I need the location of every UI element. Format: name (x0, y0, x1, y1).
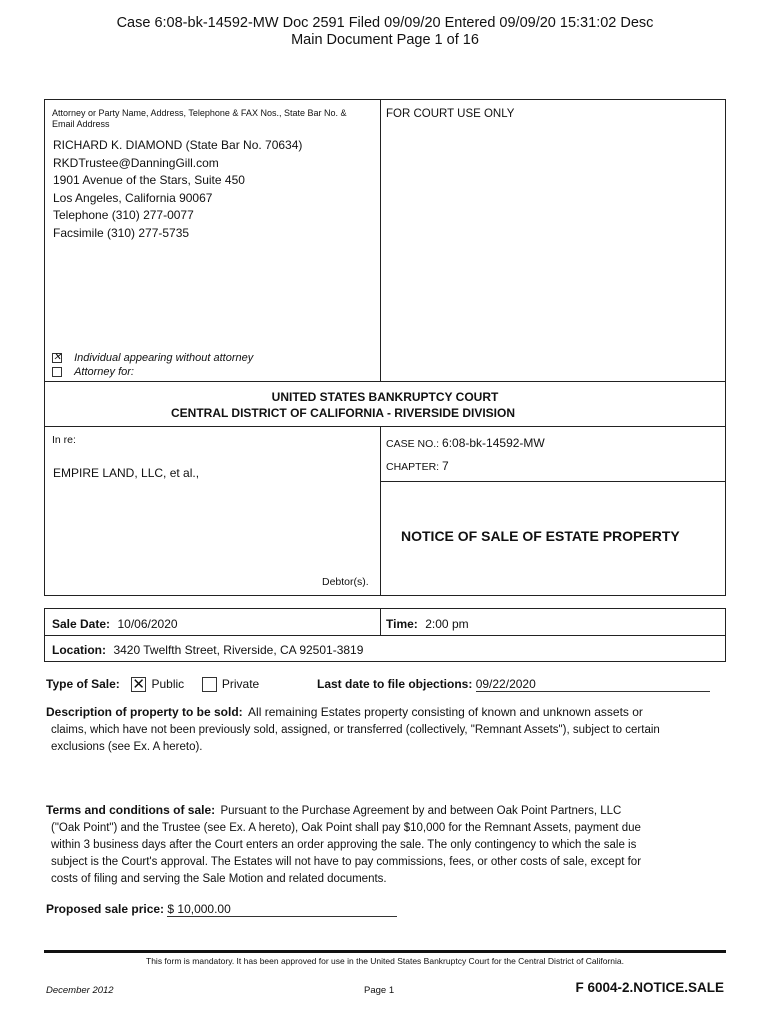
description-text-1: All remaining Estates property consisting of known and unknown assets or (248, 705, 643, 719)
chapter-label: CHAPTER: (386, 461, 440, 473)
case-no-row (386, 436, 545, 450)
sale-time-row (386, 615, 469, 633)
footer-date: December 2012 (46, 985, 114, 996)
case-header-line1: Case 6:08-bk-14592-MW Doc 2591 Filed 09/09/20 Entered 09/09/20 15:31:02 Desc (116, 15, 654, 31)
sale-date-row (52, 615, 178, 633)
footer-mandatory: This form is mandatory. It has been approved for use in the United States Bankruptcy Court for the Central District of California. (146, 956, 624, 966)
attorney-line: Telephone (310) 277-0077 (53, 208, 194, 222)
attorney-for-checkbox[interactable] (52, 367, 62, 377)
sale-location-value: 3420 Twelfth Street, Riverside, CA 92501-3819 (113, 643, 364, 657)
court-name-line1: UNITED STATES BANKRUPTCY COURT (271, 390, 499, 404)
terms-text-5: costs of filing and serving the Sale Motion and related documents. (51, 873, 387, 885)
case-no-label: CASE NO.: (386, 438, 440, 450)
individual-label: Individual appearing without attorney (74, 352, 254, 364)
description-text-2: claims, which have not been previously sold, assigned, or transferred (collectively, "Remnant Assets"), subject to certain (51, 724, 660, 736)
private-label: Private (221, 677, 260, 691)
attorney-info (53, 137, 373, 242)
attorney-line: 1901 Avenue of the Stars, Suite 450 (53, 173, 245, 187)
terms-line1 (46, 803, 621, 817)
price-value: $ 10,000.00 (167, 902, 397, 917)
case-no-value: 6:08-bk-14592-MW (442, 436, 545, 450)
price-row (46, 902, 397, 917)
chapter-value: 7 (442, 459, 449, 473)
attorney-line: Facsimile (310) 277-5735 (53, 225, 190, 240)
notice-title: NOTICE OF SALE OF ESTATE PROPERTY (401, 528, 680, 544)
sale-time-label: Time: (386, 617, 418, 631)
sale-date-value: 10/06/2020 (117, 617, 178, 631)
attorney-line: Los Angeles, California 90067 (53, 190, 213, 205)
type-of-sale-label: Type of Sale: (46, 677, 120, 691)
sale-location-label: Location: (52, 643, 106, 657)
objection-date: 09/22/2020 (476, 677, 710, 692)
individual-checkbox[interactable]: ✕ (53, 352, 62, 364)
footer-page: Page 1 (364, 985, 395, 996)
terms-text-3: within 3 business days after the Court enters an order approving the sale. The only contingency to which the sale is (51, 839, 637, 851)
type-of-sale-row (46, 677, 259, 692)
debtor-name: EMPIRE LAND, LLC, et al., (53, 466, 200, 480)
public-label: Public (151, 677, 185, 691)
public-checkbox[interactable]: ✕ (132, 676, 145, 694)
case-header-line2: Main Document Page 1 of 16 (291, 32, 479, 48)
description-label: Description of property to be sold: (46, 705, 243, 719)
private-checkbox[interactable] (202, 677, 217, 692)
attorney-for-row (52, 366, 134, 378)
price-label: Proposed sale price: (46, 902, 165, 916)
footer-form-id: F 6004-2.NOTICE.SALE (575, 980, 724, 995)
court-name-line2: CENTRAL DISTRICT OF CALIFORNIA - RIVERSIDE DIVISION (170, 406, 515, 420)
terms-text-2: ("Oak Point") and the Trustee (see Ex. A hereto), Oak Point shall pay $10,000 for the Remnant Assets, payment due (51, 822, 641, 834)
attorney-line: RKDTrustee@DanningGill.com (53, 155, 219, 170)
objection-row (317, 677, 710, 692)
chapter-row (386, 459, 449, 473)
terms-text-4: subject is the Court's approval. The Estates will not have to pay commissions, fees, or other costs of sale, except for (51, 856, 642, 868)
in-re-label: In re: (52, 434, 76, 446)
objection-label: Last date to file objections: (317, 677, 473, 691)
terms-label: Terms and conditions of sale: (46, 803, 216, 817)
description-line1 (46, 705, 643, 719)
individual-row (52, 352, 253, 364)
debtors-label: Debtor(s). (322, 576, 369, 588)
footer-rule (44, 950, 726, 953)
attorney-field-label: Attorney or Party Name, Address, Telephone & FAX Nos., State Bar No. & Email Address (52, 108, 347, 129)
sale-date-label: Sale Date: (52, 617, 111, 631)
sale-time-value: 2:00 pm (425, 617, 469, 631)
terms-text-1: Pursuant to the Purchase Agreement by and between Oak Point Partners, LLC (220, 805, 622, 817)
attorney-line: RICHARD K. DIAMOND (State Bar No. 70634) (53, 138, 303, 152)
description-text-3: exclusions (see Ex. A hereto). (51, 741, 203, 753)
court-use-label: FOR COURT USE ONLY (386, 108, 515, 120)
sale-location-row (52, 641, 363, 659)
attorney-for-label: Attorney for: (74, 366, 134, 378)
